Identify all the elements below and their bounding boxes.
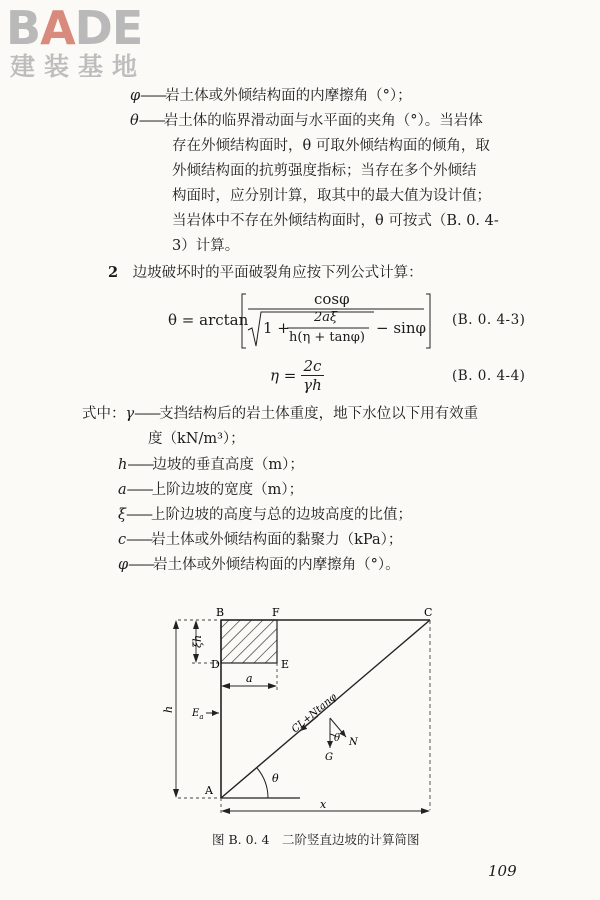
dim-xih-arrow-top xyxy=(193,620,199,629)
logo-subtitle: 建装基地 xyxy=(10,52,147,81)
label-cl-ntanphi: CL+Ntanφ xyxy=(289,691,339,736)
def-c: c——岩土体或外倾结构面的黏聚力（kPa）； xyxy=(118,532,403,548)
label-h: h xyxy=(162,705,175,713)
dim-xih-arrow-bottom xyxy=(193,654,199,663)
theta-cont-2: 外倾结构面的抗剪强度指标；当存在多个外倾结 xyxy=(172,163,477,179)
def-gamma-cont: 度（kN/m³）； xyxy=(148,431,245,447)
theta-cont-1: 存在外倾结构面时，θ 可取外倾结构面的倾角，取 xyxy=(172,138,490,154)
eq2-lhs: η = xyxy=(270,366,297,385)
def-h: h——边坡的垂直高度（m）； xyxy=(118,457,304,473)
label-A: A xyxy=(205,784,213,797)
eq1-label: (B. 0. 4-3) xyxy=(452,312,526,328)
eq1-tail: − sinφ xyxy=(376,319,426,337)
eq1-lhs: θ = arctan xyxy=(168,311,249,329)
label-D: D xyxy=(211,658,220,671)
dim-x-arrow-right xyxy=(421,808,430,814)
theta-cont-5: 3）计算。 xyxy=(172,238,240,254)
label-B: B xyxy=(216,606,225,619)
theta-cont-3: 构面时，应分别计算，取其中的最大值为设计值； xyxy=(172,188,491,204)
dim-h-arrow-bottom xyxy=(173,789,179,798)
label-F: F xyxy=(272,606,280,619)
logo-wordmark: BADE xyxy=(6,1,143,55)
label-a: a xyxy=(246,672,253,685)
theta-cont-4: 当岩体中不存在外倾结构面时，θ 可按式（B. 0. 4- xyxy=(172,213,499,229)
label-N: N xyxy=(349,737,358,748)
eq1-one: 1 + xyxy=(263,319,290,337)
label-x: x xyxy=(320,798,327,811)
eq1-inner-numerator: 2aξ xyxy=(314,310,338,325)
def-xi: ξ——上阶边坡的高度与总的边坡高度的比值； xyxy=(118,507,412,523)
label-ea: $E_a$ xyxy=(192,708,204,721)
item-2: 2 边坡破坏时的平面破裂角应按下列公式计算： xyxy=(108,264,423,281)
dim-x-arrow-left xyxy=(221,808,230,814)
dim-a-arrow-left xyxy=(221,683,230,689)
hatched-block xyxy=(221,620,277,663)
figure-caption: 图 B. 0. 4 二阶竖直边坡的计算简图 xyxy=(212,832,420,847)
label-E: E xyxy=(281,658,290,671)
eq1-numerator: cosφ xyxy=(314,290,350,308)
def-theta: θ——岩土体的临界滑动面与水平面的夹角（°）。当岩体 xyxy=(130,113,483,129)
label-xi-h: ξh xyxy=(191,634,204,648)
dim-h-arrow-top xyxy=(173,620,179,629)
eq2-label: (B. 0. 4-4) xyxy=(452,368,526,384)
eq2-denominator: γh xyxy=(303,376,322,394)
dim-a-arrow-right xyxy=(268,683,277,689)
page-number: 109 xyxy=(488,862,517,880)
def-phi-top: φ——岩土体或外倾结构面的内摩擦角（°）； xyxy=(130,88,412,104)
label-theta: θ xyxy=(272,772,279,785)
eq2-numerator: 2c xyxy=(301,357,324,376)
label-theta-small: θ xyxy=(334,733,341,744)
def-gamma: 式中：γ——支挡结构后的岩土体重度，地下水位以下用有效重 xyxy=(82,406,479,422)
eq1-inner-denominator: h(η + tanφ) xyxy=(289,330,365,345)
label-G: G xyxy=(325,752,333,763)
theta-arc xyxy=(257,768,268,798)
label-C: C xyxy=(424,606,433,619)
def-a: a——上阶边坡的宽度（m）； xyxy=(118,482,304,498)
def-phi-bottom: φ——岩土体或外倾结构面的内摩擦角（°）。 xyxy=(118,557,400,573)
